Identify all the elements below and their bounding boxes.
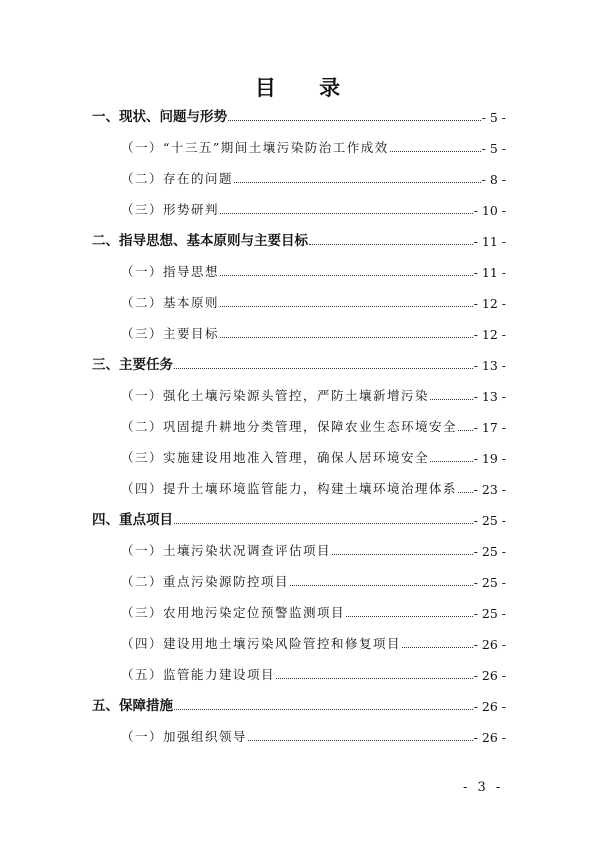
toc-entry-page: - 11 - (473, 234, 506, 249)
toc-entry-page: - 25 - (473, 513, 506, 528)
dot-leader (220, 327, 473, 338)
dot-leader (234, 172, 481, 183)
toc-entry-page: - 17 - (473, 420, 506, 435)
toc-entry-page: - 26 - (473, 637, 506, 652)
toc-entry-label: （二）基本原则 (121, 295, 220, 310)
toc-entry-page: - 26 - (473, 699, 506, 714)
toc-entry-page: - 13 - (473, 358, 506, 373)
toc-entry-subsection[interactable] (121, 601, 506, 621)
toc-entry-page: - 19 - (473, 451, 506, 466)
toc-entry-label: （一）强化土壤污染源头管控，严防土壤新增污染 (121, 388, 430, 403)
dot-leader (276, 668, 473, 679)
toc-entry-label: 三、主要任务 (92, 357, 173, 373)
dot-leader (290, 575, 473, 586)
toc-entry-page: - 25 - (473, 544, 506, 559)
toc-entry-label: （一）“十三五”期间土壤污染防治工作成效 (121, 140, 389, 155)
dot-leader (220, 203, 473, 214)
toc-entry-label: （四）提升土壤环境监管能力，构建土壤环境治理体系 (121, 481, 458, 496)
dot-leader (220, 265, 473, 276)
toc-entry-label: （五）监管能力建设项目 (121, 667, 276, 682)
toc-entry-label: （二）重点污染源防控项目 (121, 574, 290, 589)
toc-entry-label: （三）形势研判 (121, 202, 220, 217)
toc-entry-label: （三）实施建设用地准入管理，确保人居环境安全 (121, 450, 430, 465)
dot-leader (332, 544, 473, 555)
dot-leader (228, 110, 481, 121)
toc-entry-label: （一）加强组织领导 (121, 729, 248, 744)
dot-leader (309, 234, 473, 245)
toc-entry-subsection[interactable] (121, 570, 506, 590)
toc-entry-section[interactable] (92, 353, 506, 373)
toc-entry-subsection[interactable] (121, 663, 506, 683)
toc-entry-page: - 26 - (473, 730, 506, 745)
toc-entry-section[interactable] (92, 508, 506, 528)
toc-entry-page: - 5 - (481, 110, 506, 125)
toc-entry-subsection[interactable] (121, 539, 506, 559)
toc-entry-section[interactable] (92, 694, 506, 714)
toc-entry-subsection[interactable] (121, 632, 506, 652)
dot-leader (346, 606, 473, 617)
toc-entry-page: - 25 - (473, 606, 506, 621)
toc-entry-subsection[interactable] (121, 136, 506, 156)
toc-entry-page: - 26 - (473, 668, 506, 683)
toc-entry-subsection[interactable] (121, 167, 506, 187)
toc-entry-subsection[interactable] (121, 260, 506, 280)
toc-entry-subsection[interactable] (121, 322, 506, 342)
toc-entry-subsection[interactable] (121, 291, 506, 311)
toc-entry-subsection[interactable] (121, 725, 506, 745)
toc-entry-label: （一）指导思想 (121, 264, 220, 279)
dot-leader (174, 358, 473, 369)
toc-entry-label: 五、保障措施 (92, 698, 173, 714)
toc-entry-subsection[interactable] (121, 198, 506, 218)
toc-entry-page: - 10 - (473, 203, 506, 218)
toc-entry-page: - 13 - (473, 389, 506, 404)
dot-leader (430, 451, 473, 462)
dot-leader (458, 420, 473, 431)
dot-leader (248, 730, 473, 741)
toc-entry-subsection[interactable] (121, 446, 506, 466)
toc-entry-page: - 12 - (473, 296, 506, 311)
toc-entry-section[interactable] (92, 229, 506, 249)
dot-leader (390, 141, 481, 152)
dot-leader (402, 637, 473, 648)
toc-entry-label: （二）存在的问题 (121, 171, 234, 186)
toc-entry-label: （三）主要目标 (121, 326, 220, 341)
toc-entry-label: （三）农用地污染定位预警监测项目 (121, 605, 346, 620)
toc-entry-page: - 5 - (481, 141, 506, 156)
dot-leader (220, 296, 473, 307)
toc-entry-label: 四、重点项目 (92, 512, 173, 528)
dot-leader (174, 699, 473, 710)
toc-entry-subsection[interactable] (121, 415, 506, 435)
toc-entry-label: 一、现状、问题与形势 (92, 109, 227, 125)
dot-leader (430, 389, 473, 400)
page-title: 目 录 (254, 76, 359, 100)
dot-leader (458, 482, 473, 493)
toc-entry-page: - 11 - (473, 265, 506, 280)
toc-entry-subsection[interactable] (121, 477, 506, 497)
toc-entry-label: 二、指导思想、基本原则与主要目标 (92, 233, 308, 249)
toc-entry-page: - 8 - (481, 172, 506, 187)
toc-entry-label: （一）土壤污染状况调查评估项目 (121, 543, 332, 558)
toc-entry-label: （四）建设用地土壤污染风险管控和修复项目 (121, 636, 402, 651)
dot-leader (174, 513, 473, 524)
toc-entry-page: - 25 - (473, 575, 506, 590)
toc-entry-label: （二）巩固提升耕地分类管理，保障农业生态环境安全 (121, 419, 458, 434)
toc-entry-subsection[interactable] (121, 384, 506, 404)
toc-entry-section[interactable] (92, 105, 506, 125)
toc-entry-page: - 12 - (473, 327, 506, 342)
page-number: - 3 - (463, 780, 504, 795)
toc-entry-page: - 23 - (473, 482, 506, 497)
